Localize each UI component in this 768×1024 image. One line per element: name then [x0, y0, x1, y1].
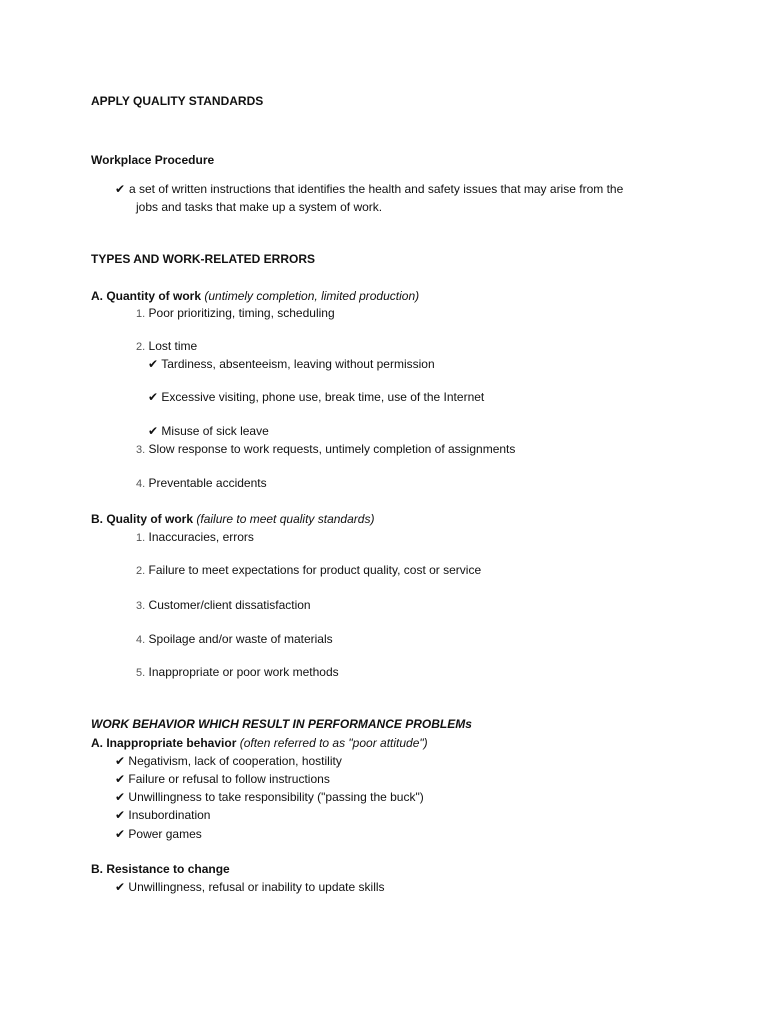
checklist-item — [115, 808, 210, 823]
checklist-item — [115, 827, 202, 842]
sub-item-text: Tardiness, absenteeism, leaving without permission — [161, 357, 435, 371]
check-icon: ✔ — [115, 808, 126, 822]
item-number: 1. — [136, 532, 146, 544]
check-icon: ✔ — [148, 424, 159, 438]
workplace-procedure-heading: Workplace Procedure — [91, 153, 215, 167]
sub-item-text: Excessive visiting, phone use, break time, use of the Internet — [161, 390, 485, 404]
list-item — [136, 530, 254, 546]
section-b-note: (failure to meet quality standards) — [196, 512, 375, 526]
item-number: 4. — [136, 634, 146, 646]
sub-item-text: Misuse of sick leave — [161, 424, 269, 438]
item-number: 4. — [136, 478, 146, 490]
list-item — [136, 563, 481, 579]
item-text: Preventable accidents — [148, 476, 267, 490]
types-heading: TYPES AND WORK-RELATED ERRORS — [91, 252, 316, 266]
behavior-a-heading: A. Inappropriate behavior — [91, 736, 237, 750]
checklist-text: Negativism, lack of cooperation, hostility — [128, 754, 342, 768]
section-a-header — [91, 289, 419, 304]
section-a-heading: A. Quantity of work — [91, 289, 202, 303]
item-number: 3. — [136, 600, 146, 612]
checklist-item — [115, 880, 385, 895]
item-number: 1. — [136, 308, 146, 320]
checklist-text: Failure or refusal to follow instructions — [128, 772, 330, 786]
item-text: Poor prioritizing, timing, scheduling — [148, 306, 335, 320]
item-number: 5. — [136, 667, 146, 679]
list-item — [136, 306, 335, 322]
checklist-item — [115, 772, 330, 787]
item-text: Inappropriate or poor work methods — [148, 665, 339, 679]
checklist-text: Insubordination — [128, 808, 211, 822]
list-item — [136, 665, 339, 681]
item-text: Slow response to work requests, untimely completion of assignments — [148, 442, 516, 456]
behavior-heading: WORK BEHAVIOR WHICH RESULT IN PERFORMANCE PROBLEMs — [91, 717, 472, 731]
check-icon: ✔ — [115, 880, 126, 894]
sub-list-item — [148, 390, 484, 405]
list-item — [136, 442, 515, 458]
behavior-b-heading: B. Resistance to change — [91, 862, 230, 876]
check-icon: ✔ — [115, 754, 126, 768]
definition-line-2: jobs and tasks that make up a system of work. — [136, 200, 383, 214]
checklist-item — [115, 790, 424, 805]
checklist-text: Power games — [128, 827, 202, 841]
item-number: 2. — [136, 565, 146, 577]
checklist-text: Unwillingness, refusal or inability to update skills — [128, 880, 385, 894]
item-text: Failure to meet expectations for product quality, cost or service — [148, 563, 482, 577]
list-item — [136, 476, 267, 492]
check-icon: ✔ — [148, 357, 159, 371]
list-item — [136, 632, 333, 648]
item-text: Inaccuracies, errors — [148, 530, 254, 544]
check-icon: ✔ — [115, 772, 126, 786]
sub-list-item — [148, 357, 435, 372]
sub-list-item — [148, 424, 269, 439]
check-icon: ✔ — [148, 390, 159, 404]
page-title: APPLY QUALITY STANDARDS — [91, 94, 264, 108]
list-item — [136, 339, 197, 355]
section-b-heading: B. Quality of work — [91, 512, 194, 526]
behavior-a-note: (often referred to as "poor attitude") — [239, 736, 428, 750]
item-number: 2. — [136, 341, 146, 353]
check-icon: ✔ — [115, 790, 126, 804]
section-b-header — [91, 512, 374, 527]
checklist-item — [115, 754, 342, 769]
section-a-note: (untimely completion, limited production) — [204, 289, 420, 303]
item-number: 3. — [136, 444, 146, 456]
definition-line-1: a set of written instructions that identifies the health and safety issues that may arise from the — [129, 182, 624, 196]
item-text: Lost time — [148, 339, 198, 353]
item-text: Spoilage and/or waste of materials — [148, 632, 333, 646]
check-icon: ✔ — [115, 182, 126, 196]
behavior-a-header — [91, 736, 428, 751]
list-item — [136, 598, 311, 614]
item-text: Customer/client dissatisfaction — [148, 598, 311, 612]
checklist-text: Unwillingness to take responsibility ("passing the buck") — [128, 790, 424, 804]
check-icon: ✔ — [115, 827, 126, 841]
